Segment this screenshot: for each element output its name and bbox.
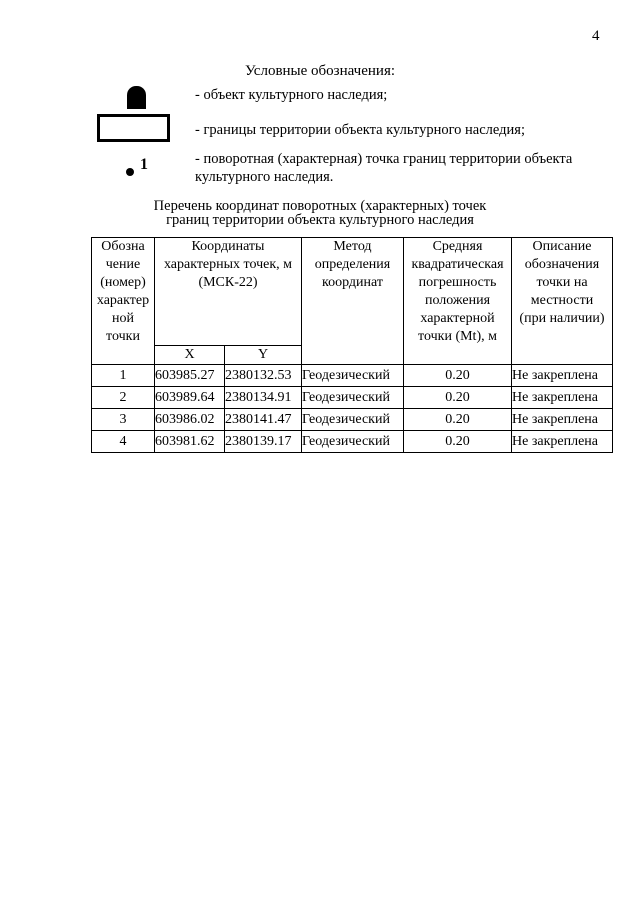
cell-y: 2380134.91 (225, 387, 302, 409)
cell-number: 1 (92, 365, 155, 387)
cell-number: 2 (92, 387, 155, 409)
table-row (92, 409, 613, 431)
cell-method: Геодезический (302, 409, 404, 431)
cell-y: 2380132.53 (225, 365, 302, 387)
cell-description: Не закреплена (512, 387, 613, 409)
cell-method: Геодезический (302, 431, 404, 453)
turning-point-symbol-icon (126, 168, 134, 176)
header-error: Средняя квадратическая погрешность положения характерной точки (Mt), м (404, 238, 512, 365)
cell-description: Не закреплена (512, 365, 613, 387)
table-title (0, 199, 640, 227)
boundary-symbol-icon (97, 114, 170, 142)
cell-method: Геодезический (302, 387, 404, 409)
legend-item-point: - поворотная (характерная) точка границ территории объекта культурного наследия. (195, 151, 573, 185)
cell-y: 2380139.17 (225, 431, 302, 453)
cell-x: 603986.02 (155, 409, 225, 431)
cell-y: 2380141.47 (225, 409, 302, 431)
table-row (92, 387, 613, 409)
cell-method: Геодезический (302, 365, 404, 387)
cell-description: Не закреплена (512, 431, 613, 453)
cultural-object-symbol-icon (127, 86, 146, 109)
header-description: Описание обозначения точки на местности (при наличии) (512, 238, 613, 365)
cell-error: 0.20 (404, 409, 512, 431)
header-designation: Обозна чение (номер) характер ной точки (92, 238, 155, 365)
turning-point-symbol-number: 1 (140, 156, 148, 173)
cell-error: 0.20 (404, 387, 512, 409)
cell-error: 0.20 (404, 431, 512, 453)
legend-item-object: - объект культурного наследия; (195, 87, 388, 103)
header-method: Метод определения координат (302, 238, 404, 365)
table-row (92, 365, 613, 387)
header-coordinates: Координаты характерных точек, м (МСК-22) (155, 238, 302, 346)
cell-x: 603981.62 (155, 431, 225, 453)
legend-item-boundary: - границы территории объекта культурного наследия; (195, 122, 525, 138)
table-row (92, 431, 613, 453)
header-y: Y (225, 346, 302, 365)
cell-number: 4 (92, 431, 155, 453)
table-header-row (92, 238, 613, 346)
cell-number: 3 (92, 409, 155, 431)
cell-x: 603985.27 (155, 365, 225, 387)
cell-x: 603989.64 (155, 387, 225, 409)
page-number: 4 (592, 28, 600, 44)
table-title-line2: границ территории объекта культурного наследия (166, 212, 474, 228)
cell-description: Не закреплена (512, 409, 613, 431)
coordinates-table (91, 237, 613, 453)
cell-error: 0.20 (404, 365, 512, 387)
table-title-line1: Перечень координат поворотных (характерных) точек (153, 198, 487, 214)
header-x: X (155, 346, 225, 365)
legend-title: Условные обозначения: (244, 63, 396, 79)
